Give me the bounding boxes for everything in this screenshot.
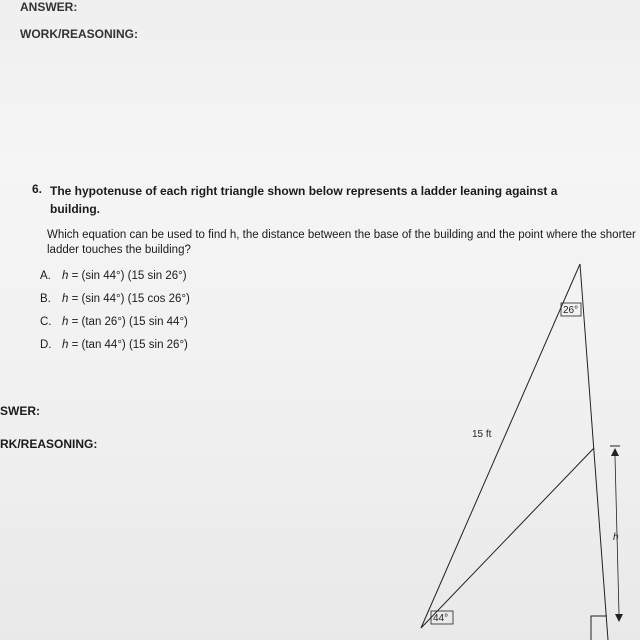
choice-equation: = (sin 44°) (15 sin 26°) — [71, 270, 187, 282]
top-angle-label: 26° — [563, 305, 579, 316]
choice-letter: C. — [40, 316, 52, 328]
long-ladder-line — [421, 264, 580, 628]
building-wall-line — [580, 264, 608, 640]
choice-letter: B. — [40, 293, 51, 305]
h-top-arrowhead — [611, 448, 619, 456]
work-reasoning-label-bottom: RK/REASONING: — [0, 437, 98, 451]
choice-variable: h — [62, 293, 69, 305]
answer-label-top: ANSWER: — [20, 0, 78, 14]
choice-equation: = (tan 44°) (15 sin 26°) — [71, 339, 188, 351]
question-subtext: Which equation can be used to find h, the distance between the base of the building and the point where the shorter ladder touches the building? — [47, 229, 636, 256]
choice-equation: = (sin 44°) (15 cos 26°) — [71, 293, 190, 305]
answer-label-bottom: SWER: — [0, 404, 40, 418]
h-bottom-arrowhead — [615, 614, 623, 622]
choice-variable: h — [62, 339, 69, 351]
ladder-length-label: 15 ft — [472, 429, 492, 440]
choice-variable: h — [62, 316, 69, 328]
question-text: The hypotenuse of each right triangle shown below represents a ladder leaning against a building. — [50, 184, 558, 216]
short-ladder-line — [421, 448, 594, 628]
question-number: 6. — [32, 182, 43, 196]
work-reasoning-label-top: WORK/REASONING: — [20, 27, 138, 41]
choice-letter: D. — [40, 339, 52, 351]
choice-equation: = (tan 26°) (15 sin 44°) — [71, 316, 188, 328]
height-label: h — [613, 532, 619, 543]
right-angle-marker — [591, 616, 607, 640]
bottom-angle-label: 44° — [433, 613, 449, 624]
choice-variable: h — [62, 270, 69, 282]
choice-letter: A. — [40, 270, 51, 282]
